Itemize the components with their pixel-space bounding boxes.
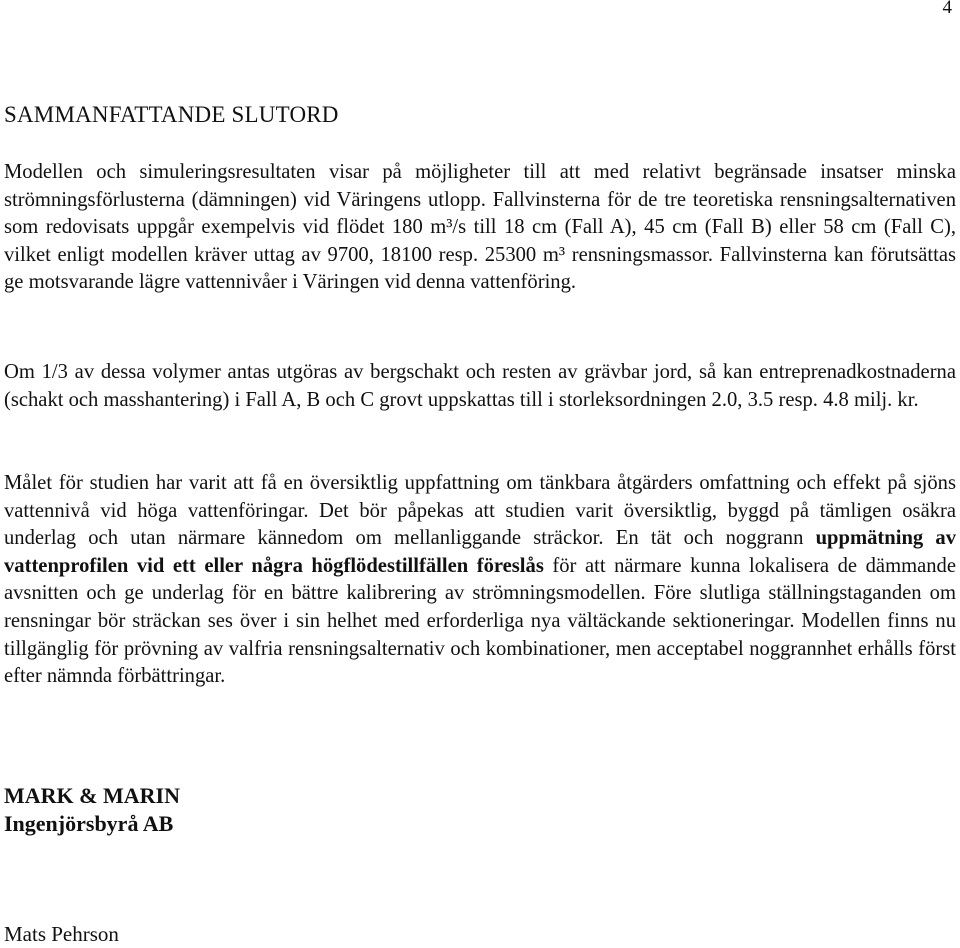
section-heading: SAMMANFATTANDE SLUTORD	[4, 102, 339, 127]
company-name-line1: MARK & MARIN	[4, 783, 180, 808]
paragraph-costs: Om 1/3 av dessa volymer antas utgöras av bergschakt och resten av grävbar jord, så kan entreprenadkostnaderna (schakt och masshantering) i Fall A, B och C grovt uppskattas till i storleksordningen 2.0, 3.5 resp. 4.8 milj. kr.	[4, 361, 956, 411]
paragraph-summary: Modellen och simuleringsresultaten visar på möjligheter till att med relativt begränsade insatser minska strömningsförlusterna (dämningen) vid Väringens utlopp. Fallvinsterna för de tre teoretiska rensningsalternativen som redovisats uppgår exempelvis vid flödet 180 m³/s till 18 cm (Fall A), 45 cm (Fall B) eller 58 cm (Fall C), vilket enligt modellen kräver uttag av 9700, 18100 resp. 25300 m³ rensningsmassor. Fallvinsterna kan förutsättas ge motsvarande lägre vattennivåer i Väringen vid denna vattenföring.	[4, 161, 956, 294]
page-number: 4	[942, 0, 952, 18]
paragraph-conclusion	[4, 470, 956, 691]
signature-company	[4, 782, 180, 838]
paragraph-conclusion-text-1: Målet för studien har varit att få en översiktlig uppfattning om tänkbara åtgärders omfattning och effekt på sjöns vattennivå vid höga vattenföringar. Det bör påpekas att studien varit översiktlig, byggd på tämligen osäkra underlag och utan närmare kännedom om mellanliggande sträckor. En tät och noggrann	[4, 472, 956, 550]
paragraph-conclusion-text-2: för att närmare kunna lokalisera de dämmande avsnitten och ge underlag för en bättre kalibrering av strömningsmodellen. Före slutliga ställningstaganden om rensningar bör sträckan ses över i sin helhet med erforderliga nya vältäckande sektioneringar. Modellen finns nu tillgänglig för prövning av valfria rensningsalternativ och kombinationer, men acceptabel noggrannhet erhålls först efter nämnda förbättringar.	[4, 554, 956, 688]
paragraph-conclusion-emphasis: uppmätning av vattenprofilen vid ett eller några högflödestillfällen föreslås	[4, 527, 956, 577]
signature-person: Mats Pehrson	[4, 922, 119, 946]
company-name-line2: Ingenjörsbyrå AB	[4, 811, 174, 836]
